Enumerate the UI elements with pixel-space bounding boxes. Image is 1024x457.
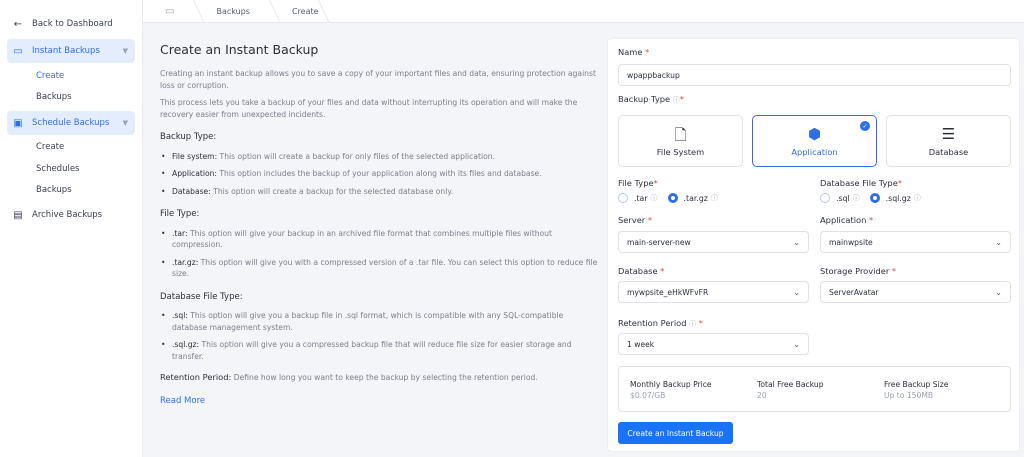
application-select[interactable]: mainwpsite ⌄	[820, 231, 1011, 253]
info-icon: ⓘ	[852, 194, 860, 202]
name-input[interactable]: wpappbackup	[618, 64, 1011, 86]
sidebar-item-instant-create[interactable]: Create	[36, 71, 65, 81]
info-icon: ⓘ	[650, 194, 658, 202]
server-label: Server *	[618, 215, 653, 225]
backup-type-heading: Backup Type:	[160, 132, 217, 142]
list-item: • Database: This option will create a backup for the selected database only.	[160, 186, 600, 198]
sidebar-item-schedule-backups[interactable]	[7, 111, 135, 135]
sidebar	[0, 0, 143, 457]
create-backup-button[interactable]: Create an Instant Backup	[618, 422, 733, 444]
retention-label: Retention Period ⓘ *	[618, 318, 703, 328]
backup-type-database[interactable]: ☰ Database	[886, 115, 1011, 167]
back-to-dashboard-link[interactable]	[7, 12, 135, 36]
chevron-down-icon: ⌄	[995, 287, 1002, 297]
storage-provider-label: Storage Provider *	[820, 266, 897, 276]
info-icon: ⓘ	[689, 320, 697, 328]
file-type-radios: .tar ⓘ .tar.gz ⓘ	[618, 193, 728, 203]
sidebar-item-schedule-create[interactable]: Create	[36, 142, 65, 152]
breadcrumb-backups[interactable]: Backups	[194, 0, 270, 23]
list-item: • .tar.gz: This option will give you with a compressed version of a .tar file. You can select this option to reduce file size.	[160, 257, 600, 280]
db-type-heading: Database File Type:	[160, 291, 243, 302]
retention-select[interactable]: 1 week ⌄	[618, 333, 809, 355]
file-type-label: File Type*	[618, 178, 658, 188]
label: Back to Dashboard	[32, 19, 113, 29]
database-label: Database *	[618, 266, 665, 276]
page-title: Create an Instant Backup	[160, 42, 319, 57]
chevron-down-icon: ⌄	[793, 237, 800, 247]
list-item: • File system: This option will create a backup for only files of the selected application.	[160, 151, 600, 163]
database-icon: ☰	[941, 125, 956, 143]
sidebar-item-instant-backups-list[interactable]: Backups	[36, 92, 72, 102]
db-file-type-label: Database File Type*	[820, 178, 902, 188]
help-panel	[160, 42, 600, 407]
sidebar-item-schedules[interactable]: Schedules	[36, 164, 80, 174]
sidebar-item-schedule-backups-list[interactable]: Backups	[36, 185, 72, 195]
intro-text: Creating an instant backup allows you to save a copy of your important files and data, ensuring protection against loss or corruption.	[160, 69, 596, 90]
list-item: • .tar: This option will give your backup in an archived file format that combines multiple files without compression.	[160, 228, 600, 251]
chevron-down-icon: ⌄	[793, 339, 800, 349]
storage-provider-select[interactable]: ServerAvatar ⌄	[820, 281, 1011, 303]
info-icon: ⓘ	[913, 194, 921, 202]
info-icon: ⓘ	[710, 194, 718, 202]
monthly-price: Monthly Backup Price $0.07/GB	[630, 380, 712, 400]
backup-type-file-system[interactable]: 🗋 File System	[618, 115, 743, 167]
breadcrumb-create: Create	[270, 0, 319, 23]
total-free-backup: Total Free Backup 20	[757, 380, 824, 400]
retention-text: Retention Period: Define how long you want to keep the backup by selecting the retention period.	[160, 372, 538, 382]
breadcrumb-home[interactable]	[143, 0, 194, 23]
label: Archive Backups	[32, 210, 103, 220]
application-label: Application *	[820, 215, 874, 225]
targz-radio[interactable]	[668, 193, 678, 203]
label: Instant Backups	[32, 46, 100, 56]
caret-down-icon: ▼	[122, 47, 128, 55]
backup-type-label: Backup Type ⓘ*	[618, 94, 684, 104]
backup-form	[607, 38, 1020, 452]
read-more-link[interactable]: Read More	[160, 395, 206, 406]
label: Schedule Backups	[32, 118, 110, 128]
cubes-icon: ⬢	[807, 125, 822, 143]
free-backup-size: Free Backup Size Up to 150MB	[884, 380, 949, 400]
info-icon: ⓘ	[672, 96, 680, 104]
drive-icon: ▭	[165, 5, 175, 17]
sidebar-item-instant-backups[interactable]	[7, 39, 135, 63]
breadcrumb	[143, 0, 1024, 23]
file-type-heading: File Type:	[160, 209, 200, 219]
list-item: • .sql.gz: This option will give you a compressed backup file that will reduce file size for easier storage and transfer.	[160, 339, 600, 362]
calendar-icon: ▣	[13, 117, 23, 129]
list-item: • .sql: This option will give you a backup file in .sql format, which is compatible with any SQL-compatible database management system.	[160, 310, 600, 333]
server-select[interactable]: main-server-new ⌄	[618, 231, 809, 253]
sqlgz-radio[interactable]	[870, 193, 880, 203]
arrow-left-icon: ←	[13, 18, 23, 30]
archive-icon: ▤	[13, 209, 23, 221]
check-icon: ✓	[860, 121, 870, 131]
intro-text-2: This process lets you take a backup of your files and data without interrupting its operation and will make the recovery easier from unexpected incidents.	[160, 98, 578, 119]
chevron-down-icon: ⌄	[995, 237, 1002, 247]
tar-radio[interactable]	[618, 193, 628, 203]
database-select[interactable]: mywpsite_eHkWFvFR ⌄	[618, 281, 809, 303]
name-label: Name *	[618, 47, 650, 57]
caret-down-icon: ▼	[122, 119, 128, 127]
sql-radio[interactable]	[820, 193, 830, 203]
chevron-down-icon: ⌄	[793, 287, 800, 297]
list-item: • Application: This option includes the backup of your application along with its files and database.	[160, 168, 600, 180]
db-file-type-radios: .sql ⓘ .sql.gz ⓘ	[820, 193, 931, 203]
sidebar-item-archive-backups[interactable]	[7, 203, 135, 227]
drive-icon: ▭	[13, 45, 23, 57]
pricing-info	[618, 366, 1011, 412]
backup-type-application[interactable]: ✓ ⬢ Application	[752, 115, 877, 167]
file-icon: 🗋	[674, 126, 687, 144]
